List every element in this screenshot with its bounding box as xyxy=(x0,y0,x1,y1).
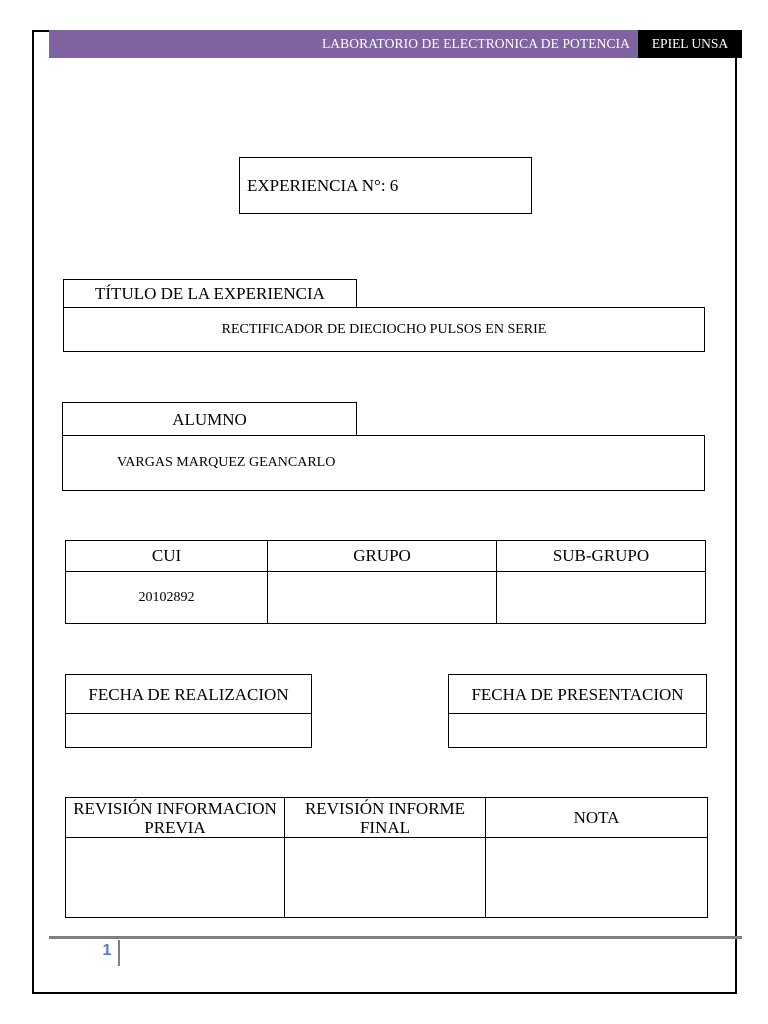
page-number-separator xyxy=(118,940,120,966)
experience-box xyxy=(239,157,532,214)
lab-title: LABORATORIO DE ELECTRONICA DE POTENCIA xyxy=(321,36,630,51)
realization-date-label-box xyxy=(65,674,312,714)
id-table xyxy=(65,540,706,624)
review-header-cell xyxy=(66,798,285,838)
presentation-date-label: FECHA DE PRESENTACION xyxy=(471,684,684,704)
presentation-date-label-box xyxy=(448,674,707,714)
review-table xyxy=(65,797,708,918)
review-header-cell xyxy=(285,798,486,838)
experience-label: EXPERIENCIA N°: 6 xyxy=(247,175,399,195)
student-label: ALUMNO xyxy=(172,409,247,429)
review-value-cell xyxy=(285,838,486,917)
review-header-cell xyxy=(486,798,707,838)
cui-value: 20102892 xyxy=(138,589,195,605)
id-value-cell xyxy=(66,572,268,623)
title-value-box xyxy=(63,307,705,352)
id-value-cell xyxy=(268,572,497,623)
title-value: RECTIFICADOR DE DIECIOCHO PULSOS EN SERIE xyxy=(221,321,547,337)
cui-header: CUI xyxy=(151,546,182,565)
institution-label: EPIEL UNSA xyxy=(638,30,742,58)
id-header-cell xyxy=(268,541,497,572)
realization-date-value-box xyxy=(65,713,312,748)
id-value-cell xyxy=(497,572,705,623)
student-value: VARGAS MARQUEZ GEANCARLO xyxy=(117,455,336,470)
group-header: GRUPO xyxy=(353,546,411,565)
presentation-date-value-box xyxy=(448,713,707,748)
footer-divider xyxy=(49,936,742,939)
student-label-box xyxy=(62,402,357,436)
student-value-box xyxy=(62,435,705,491)
title-label: TÍTULO DE LA EXPERIENCIA xyxy=(95,284,325,303)
final-report-review-header: REVISIÓN INFORME FINAL xyxy=(304,798,466,837)
review-value-cell xyxy=(486,838,707,917)
id-header-cell xyxy=(497,541,705,572)
title-label-box xyxy=(63,279,357,308)
subgroup-header: SUB-GRUPO xyxy=(552,546,650,565)
review-value-cell xyxy=(66,838,285,917)
id-header-cell xyxy=(66,541,268,572)
prior-info-review-header: REVISIÓN INFORMACION PREVIA xyxy=(73,798,277,837)
grade-header: NOTA xyxy=(573,807,620,827)
page-number: 1 xyxy=(102,942,112,959)
realization-date-label: FECHA DE REALIZACION xyxy=(88,684,289,704)
